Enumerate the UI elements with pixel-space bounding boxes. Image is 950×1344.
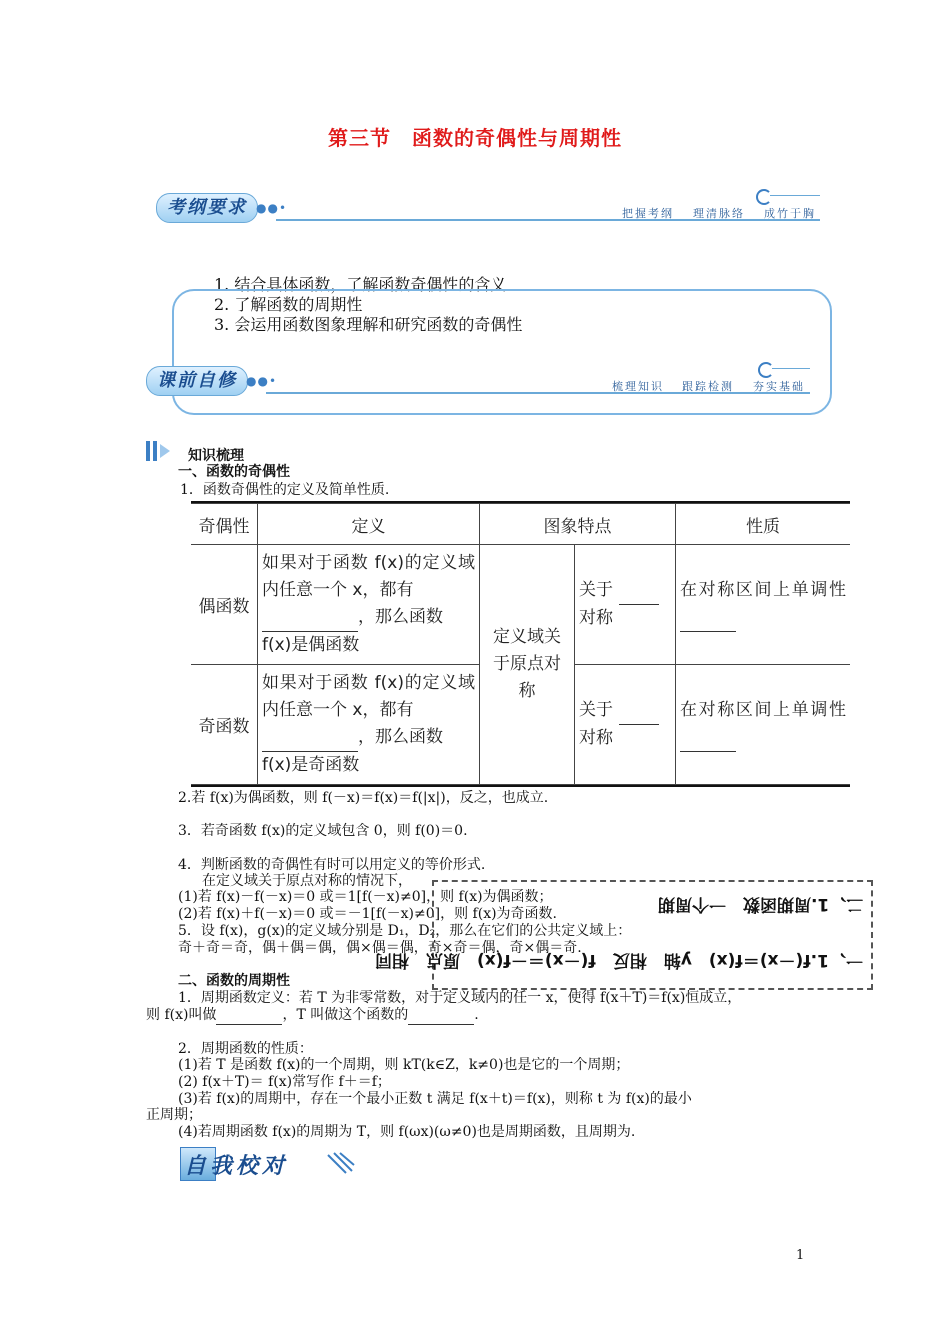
definition-table <box>191 501 850 787</box>
item-1: 1．函数奇偶性的定义及简单性质. <box>180 482 390 498</box>
syllabus-tag-3: 成竹于胸 <box>764 207 816 220</box>
odd-definition <box>258 665 480 785</box>
section-title: 知识梳理 <box>188 448 244 464</box>
header-graph: 图象特点 <box>480 504 676 545</box>
odd-sym-a: 关于 <box>579 700 613 720</box>
q1-blank-1 <box>216 1007 282 1025</box>
handwritten-answer-2: 二、1.周期函数 一个周期 <box>657 894 863 914</box>
even-prop-text: 在对称区间上单调性 <box>680 580 846 600</box>
preview-tag-2: 跟踪检测 <box>682 380 734 393</box>
odd-def-text-a: 如果对于函数 f(x)的定义域内任意一个 x，都有 <box>262 673 475 720</box>
even-definition <box>258 545 480 665</box>
banner-line-top <box>770 195 820 196</box>
even-symmetry <box>575 545 676 665</box>
odd-sym-b: 对称 <box>579 728 613 748</box>
odd-property <box>676 665 851 785</box>
dots-decoration: ●●• <box>256 201 288 215</box>
even-label: 偶函数 <box>191 545 258 665</box>
even-def-text-b: ，那么函数 <box>358 607 443 627</box>
section-arrow-icon <box>146 441 178 465</box>
preview-tag-1: 梳理知识 <box>612 380 664 393</box>
swirl-icon <box>758 362 774 378</box>
syllabus-tag-1: 把握考纲 <box>622 207 674 220</box>
odd-def-text-b: ，那么函数 <box>358 727 443 747</box>
odd-def-text-c: f(x)是奇函数 <box>262 755 360 775</box>
header-property: 性质 <box>676 504 851 545</box>
page-title: 第三节 函数的奇偶性与周期性 <box>328 126 622 150</box>
para-5b: 奇＋奇＝奇，偶＋偶＝偶，偶×偶＝偶，奇×奇＝偶，奇×偶＝奇. <box>178 940 582 956</box>
q2d: 正周期； <box>146 1107 202 1123</box>
q1-blank-2 <box>408 1007 474 1025</box>
q1-text-end: . <box>474 1007 479 1023</box>
header-definition: 定义 <box>258 504 480 545</box>
q2c: (3)若 f(x)的周期中，存在一个最小正数 t 满足 f(x＋t)＝f(x)，则称 t 为 f(x)的最小 <box>178 1091 692 1107</box>
part1-title: 一、函数的奇偶性 <box>178 464 290 480</box>
odd-prop-blank <box>680 724 736 752</box>
requirement-3: 3. 会运用函数图象理解和研究函数的奇偶性 <box>214 315 523 334</box>
q1-text-mid: ，T 叫做这个函数的 <box>282 1007 409 1023</box>
q2: 2．周期函数的性质： <box>178 1041 313 1057</box>
wave-icon <box>326 1151 356 1181</box>
para-4: 4．判断函数的奇偶性有时可以用定义的等价形式. <box>178 857 486 873</box>
requirements-frame <box>172 289 832 415</box>
even-prop-blank <box>680 604 736 632</box>
preview-tag-3: 夯实基础 <box>753 380 805 393</box>
para-5: 5．设 f(x)，g(x)的定义域分别是 D₁，D₂，那么在它们的公共定义域上： <box>178 923 632 939</box>
even-def-text-a: 如果对于函数 f(x)的定义域内任意一个 x，都有 <box>262 553 475 600</box>
even-sym-blank <box>619 577 659 605</box>
odd-prop-text: 在对称区间上单调性 <box>680 700 846 720</box>
requirement-1: 1. 结合具体函数，了解函数奇偶性的含义 <box>214 275 507 294</box>
q2a: (1)若 T 是函数 f(x)的一个周期，则 kT(k∈Z，k≠0)也是它的一个周期； <box>178 1057 630 1073</box>
even-def-blank <box>262 604 358 632</box>
syllabus-banner <box>156 193 820 223</box>
syllabus-badge: 考纲要求 <box>156 193 258 223</box>
q1-text-pre: 则 f(x)叫做 <box>146 1007 217 1023</box>
even-def-text-c: f(x)是偶函数 <box>262 635 360 655</box>
q2b: (2) f(x＋T)＝ f(x)常写作 f＋＝f； <box>178 1074 391 1090</box>
swirl-icon <box>756 189 772 205</box>
handwritten-answer-1: 一、1.f(－x)＝f(x) y轴 相反 f(－x)＝－f(x) 原点 相同 <box>375 950 863 970</box>
q2e: (4)若周期函数 f(x)的周期为 T，则 f(ωx)(ω≠0)也是周期函数，且周期为. <box>178 1124 636 1140</box>
odd-def-blank <box>262 724 358 752</box>
even-sym-b: 对称 <box>579 608 613 628</box>
selfcheck-label: 自我校对 <box>184 1153 289 1179</box>
q1-line-b <box>146 1007 479 1025</box>
odd-symmetry <box>575 665 676 785</box>
banner-line-top <box>772 368 810 369</box>
page-number: 1 <box>796 1248 805 1263</box>
preview-badge: 课前自修 <box>146 366 248 396</box>
part2-title: 二、函数的周期性 <box>178 973 290 989</box>
preview-banner <box>146 366 810 396</box>
header-parity: 奇偶性 <box>191 504 258 545</box>
even-property <box>676 545 851 665</box>
para-4c: (2)若 f(x)＋f(－x)＝0 或＝－1[f(－x)≠0]，则 f(x)为奇函数. <box>178 906 558 922</box>
para-2: 2.若 f(x)为偶函数，则 f(－x)＝f(x)＝f(|x|)，反之，也成立. <box>178 790 549 806</box>
odd-sym-blank <box>619 697 659 725</box>
domain-cell: 定义域关于原点对称 <box>480 545 575 785</box>
syllabus-tag-2: 理清脉络 <box>693 207 745 220</box>
q1-line-a: 1．周期函数定义：若 T 为非零常数，对于定义域内的任一 x，使得 f(x＋T)＝f(x)恒成立， <box>178 990 742 1006</box>
requirement-2: 2. 了解函数的周期性 <box>214 295 363 314</box>
para-4a: 在定义域关于原点对称的情况下， <box>202 873 412 889</box>
even-sym-a: 关于 <box>579 580 613 600</box>
odd-label: 奇函数 <box>191 665 258 785</box>
para-3: 3．若奇函数 f(x)的定义域包含 0，则 f(0)＝0. <box>178 823 468 839</box>
dots-decoration: ●●• <box>246 374 278 388</box>
para-4b: (1)若 f(x)－f(－x)＝0 或＝1[f(－x)≠0]，则 f(x)为偶函数； <box>178 889 553 905</box>
